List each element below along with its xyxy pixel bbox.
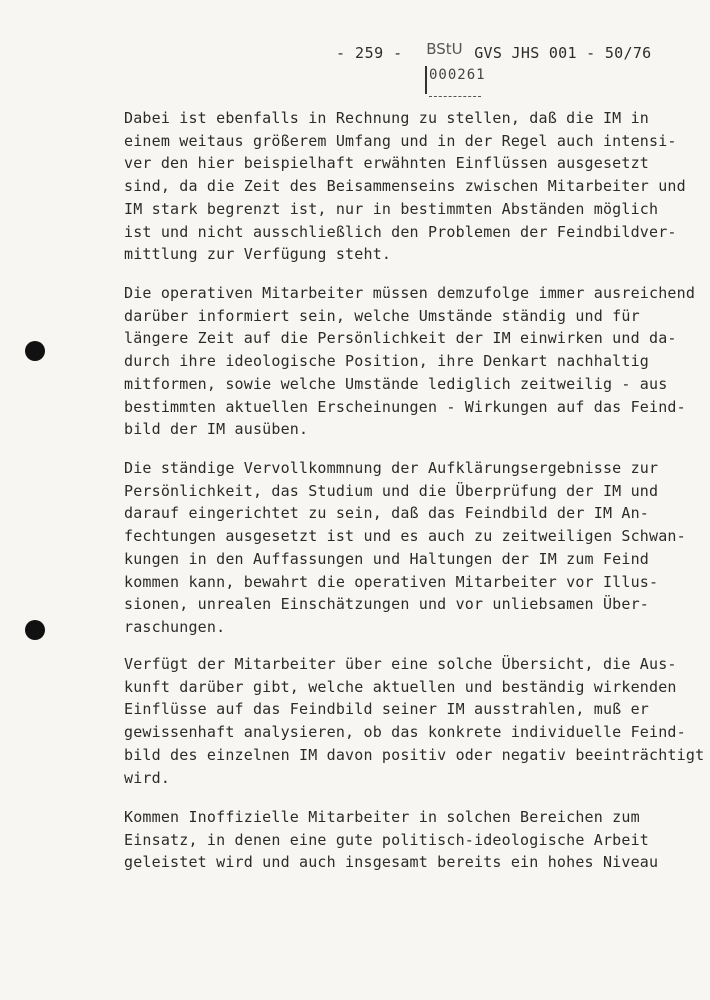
text-line: darüber informiert sein, welche Umstände ständig und für xyxy=(124,306,640,325)
page-header xyxy=(336,40,652,62)
punch-hole-upper xyxy=(25,341,45,361)
text-line: Die operativen Mitarbeiter müssen demzufolge immer ausreichend xyxy=(124,284,696,302)
text-line: Kommen Inoffizielle Mitarbeiter in solchen Bereichen zum xyxy=(124,808,640,826)
archive-stamp: BStU xyxy=(426,40,463,58)
punch-hole-lower xyxy=(25,620,45,640)
text-line: Persönlichkeit, das Studium und die Überprüfung der IM und xyxy=(124,481,659,500)
text-line: sionen, unrealen Einschätzungen und vor unliebsamen Über- xyxy=(124,595,650,614)
text-line: IM stark begrenzt ist, nur in bestimmten Abständen möglich xyxy=(124,199,659,218)
paragraph-2 xyxy=(124,282,694,441)
text-line: wird. xyxy=(124,768,171,787)
text-line: raschungen. xyxy=(124,617,226,636)
text-line: ist und nicht ausschließlich den Problemen der Feindbildver- xyxy=(124,222,677,241)
text-line: sind, da die Zeit des Beisammenseins zwischen Mitarbeiter und xyxy=(124,177,686,196)
text-line: mittlung zur Verfügung steht. xyxy=(124,245,392,264)
paragraph-4 xyxy=(124,653,705,789)
text-line: geleistet wird und auch insgesamt bereits ein hohes Niveau xyxy=(124,853,659,872)
paragraph-1 xyxy=(124,107,694,266)
text-line: einem weitaus größerem Umfang und in der Regel auch intensi- xyxy=(124,131,677,150)
text-line: durch ihre ideologische Position, ihre Denkart nachhaltig xyxy=(124,352,650,371)
text-line: kungen in den Auffassungen und Haltungen der IM zum Feind xyxy=(124,549,650,568)
text-line: mitformen, sowie welche Umstände lediglich zeitweilig - aus xyxy=(124,374,668,393)
text-line: darauf eingerichtet zu sein, daß das Feindbild der IM An- xyxy=(124,504,650,523)
text-line: fechtungen ausgesetzt ist und es auch zu zeitweiligen Schwan- xyxy=(124,527,686,546)
sheet-number-stamp: 000261 xyxy=(425,66,486,94)
text-line: Die ständige Vervollkommnung der Aufklärungsergebnisse zur xyxy=(124,459,659,477)
text-line: bild der IM ausüben. xyxy=(124,420,309,439)
text-line: längere Zeit auf die Persönlichkeit der IM einwirken und da- xyxy=(124,329,677,348)
text-line: bestimmten aktuellen Erscheinungen - Wirkungen auf das Feind- xyxy=(124,397,686,416)
document-reference: GVS JHS 001 - 50/76 xyxy=(474,44,652,62)
text-line: Einsatz, in denen eine gute politisch-ideologische Arbeit xyxy=(124,830,650,849)
text-line: Verfügt der Mitarbeiter über eine solche Übersicht, die Aus- xyxy=(124,655,677,673)
paragraph-3 xyxy=(124,457,694,639)
page-number: - 259 - xyxy=(336,44,403,62)
text-line: Dabei ist ebenfalls in Rechnung zu stellen, daß die IM in xyxy=(124,109,650,127)
paragraph-5 xyxy=(124,806,694,874)
text-line: Einflüsse auf das Feindbild seiner IM ausstrahlen, muß er xyxy=(124,700,650,719)
text-line: gewissenhaft analysieren, ob das konkrete individuelle Feind- xyxy=(124,723,686,742)
text-line: ver den hier beispielhaft erwähnten Einflüssen ausgesetzt xyxy=(124,154,650,173)
text-line: kunft darüber gibt, welche aktuellen und beständig wirkenden xyxy=(124,677,677,696)
text-line: kommen kann, bewahrt die operativen Mitarbeiter vor Illus- xyxy=(124,572,659,591)
text-line: bild des einzelnen IM davon positiv oder negativ beeinträchtigt xyxy=(124,745,705,764)
